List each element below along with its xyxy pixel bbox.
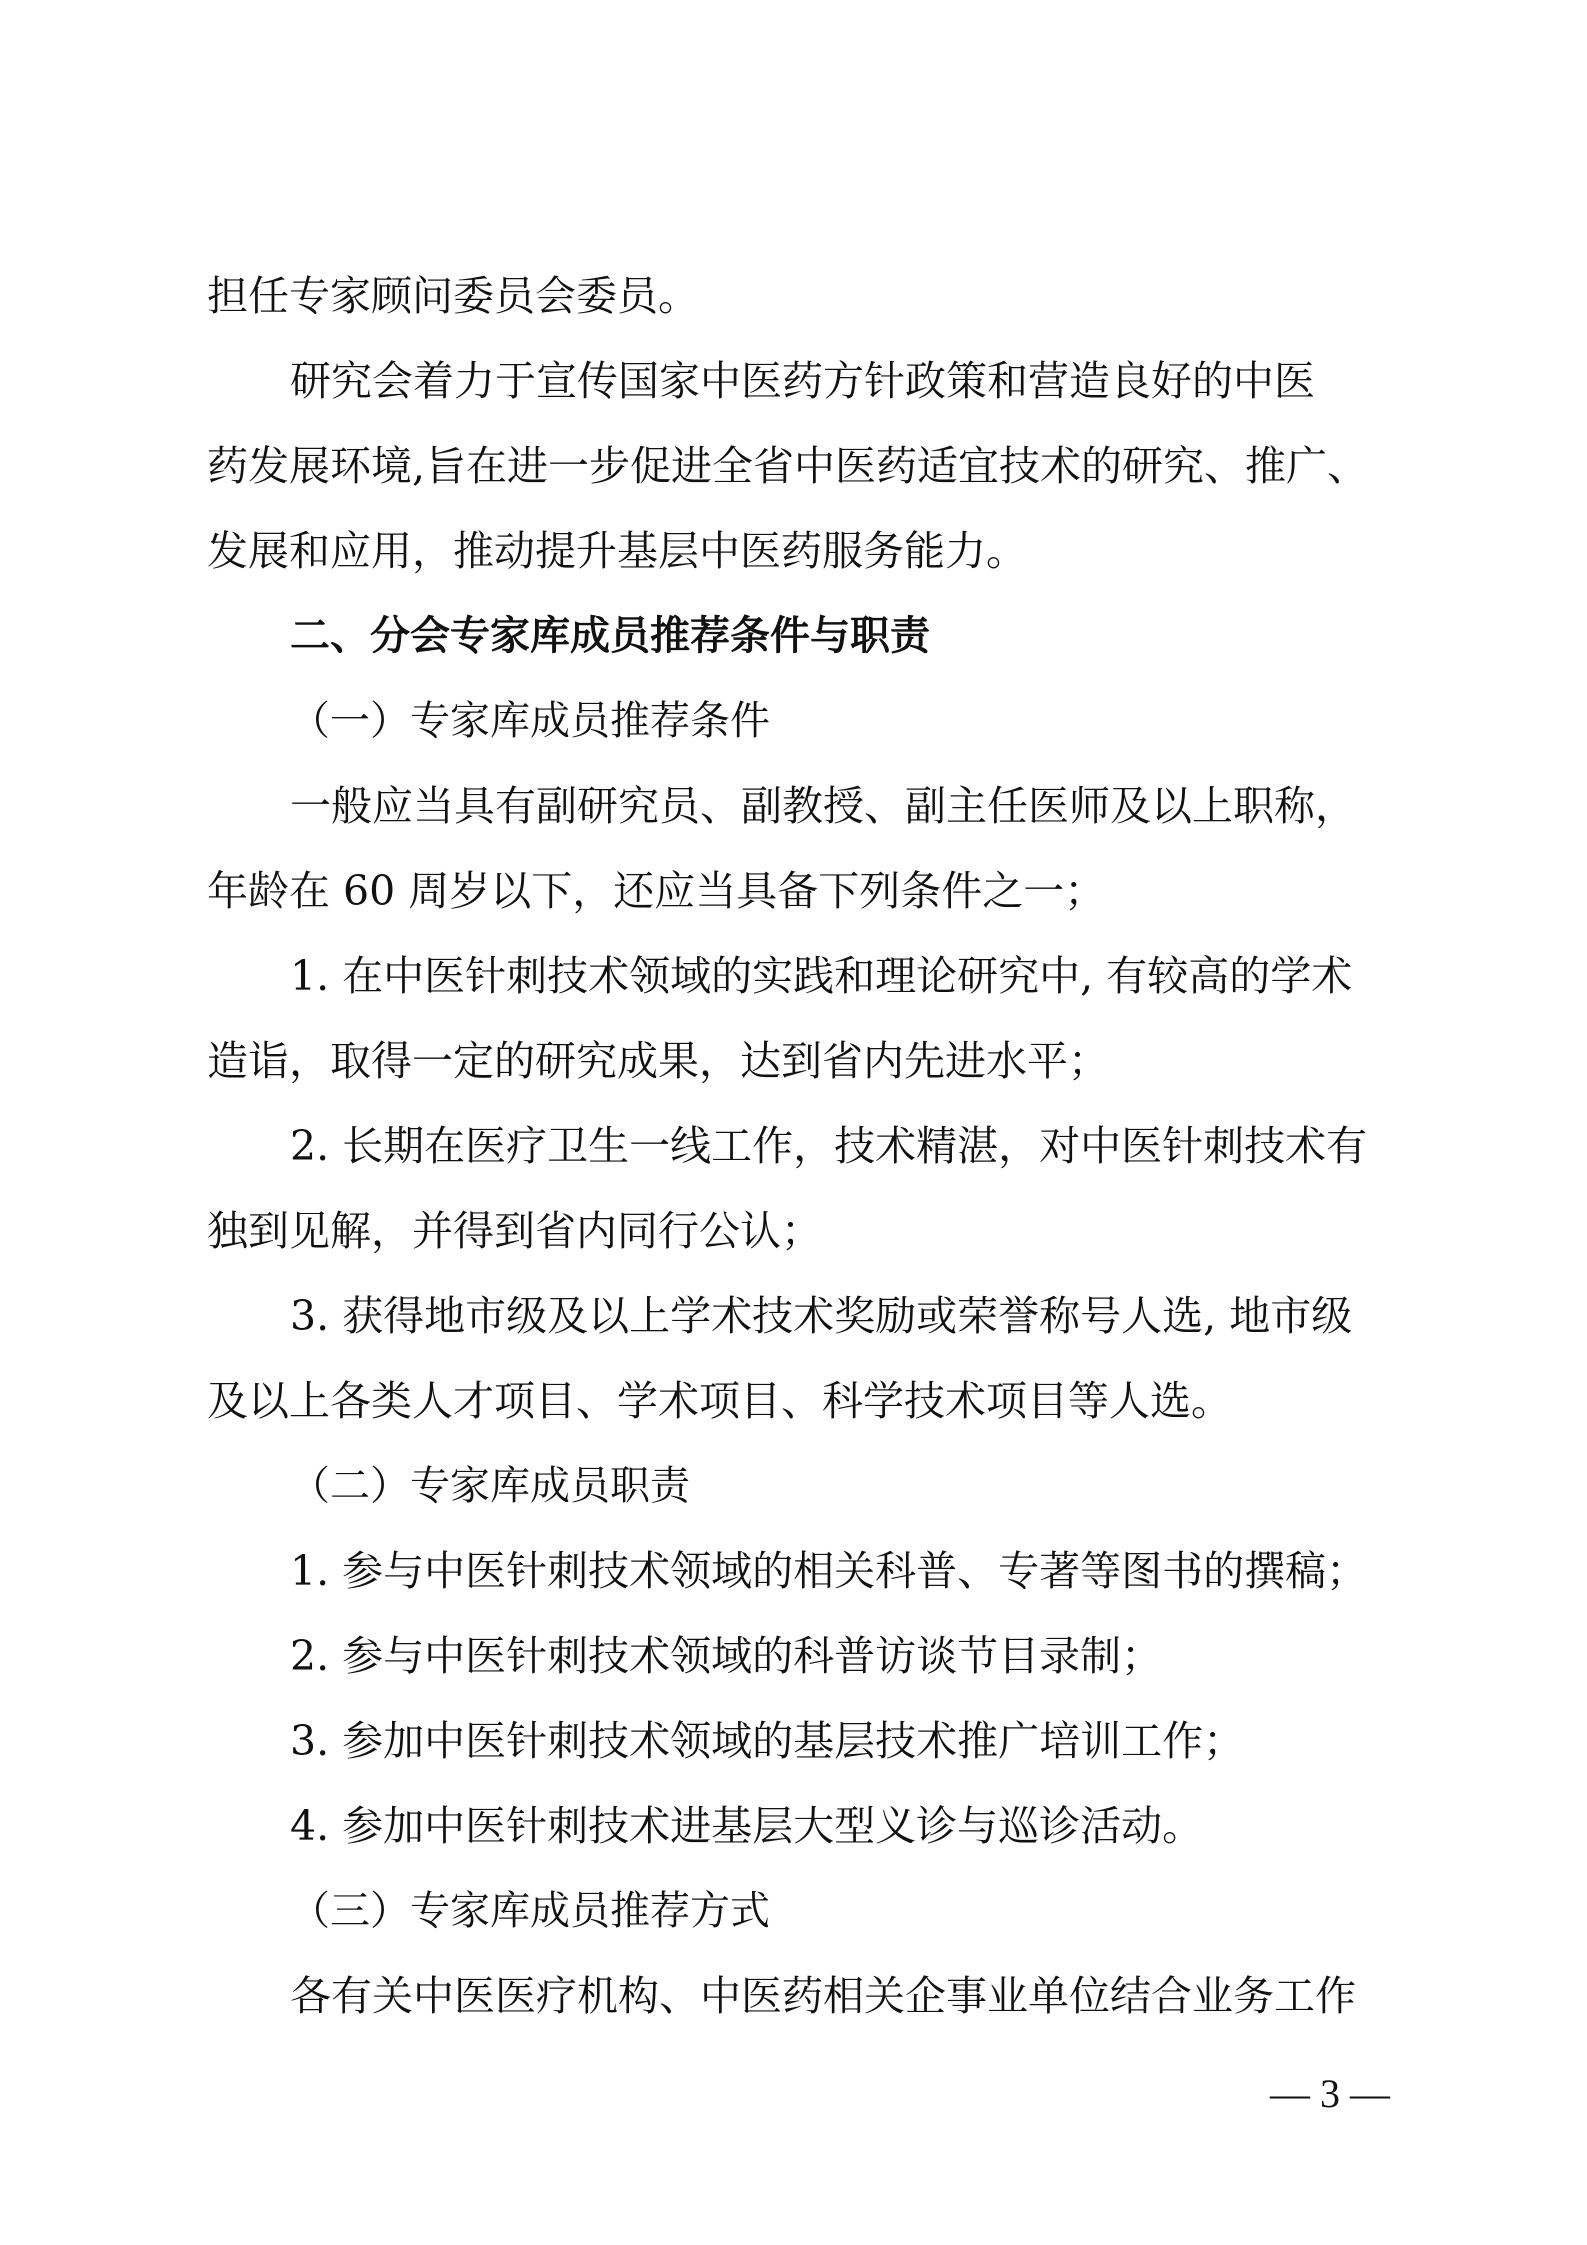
paragraph-line: 研究会着力于宣传国家中医药方针政策和营造良好的中医 — [290, 357, 1315, 405]
page-number: — 3 — — [1270, 2071, 1390, 2116]
paragraph-line: 一般应当具有副研究员、副教授、副主任医师及以上职称， — [290, 782, 1356, 830]
list-item: 3. 参加中医针刺技术领域的基层技术推广培训工作； — [290, 1717, 1245, 1765]
list-item-line: 独到见解，并得到省内同行公认； — [207, 1207, 822, 1255]
paragraph-line: 年龄在 60 周岁以下，还应当具备下列条件之一； — [207, 867, 1106, 915]
list-item: 4. 参加中医针刺技术进基层大型义诊与巡诊活动。 — [290, 1802, 1204, 1850]
list-item-line: 2. 长期在医疗卫生一线工作，技术精湛，对中医针刺技术有 — [290, 1122, 1368, 1170]
paragraph-line: 药发展环境,旨在进一步促进全省中医药适宜技术的研究、推广、 — [207, 442, 1369, 490]
paragraph-continuation: 担任专家顾问委员会委员。 — [207, 272, 699, 320]
paragraph-line: 各有关中医医疗机构、中医药相关企事业单位结合业务工作 — [290, 1972, 1356, 2020]
subsection-heading: （一）专家库成员推荐条件 — [290, 698, 770, 744]
subsection-heading: （三）专家库成员推荐方式 — [290, 1888, 770, 1934]
section-heading: 二、分会专家库成员推荐条件与职责 — [290, 613, 930, 659]
list-item: 1. 参与中医针刺技术领域的相关科普、专著等图书的撰稿； — [290, 1547, 1368, 1595]
paragraph-line: 发展和应用，推动提升基层中医药服务能力。 — [207, 527, 1027, 575]
list-item: 2. 参与中医针刺技术领域的科普访谈节目录制； — [290, 1632, 1163, 1680]
list-item-line: 3. 获得地市级及以上学术技术奖励或荣誉称号人选, 地市级 — [290, 1292, 1353, 1340]
list-item-line: 及以上各类人才项目、学术项目、科学技术项目等人选。 — [207, 1377, 1232, 1425]
list-item-line: 1. 在中医针刺技术领域的实践和理论研究中, 有较高的学术 — [290, 952, 1353, 1000]
subsection-heading: （二）专家库成员职责 — [290, 1463, 690, 1509]
list-item-line: 造诣，取得一定的研究成果，达到省内先进水平； — [207, 1037, 1109, 1085]
